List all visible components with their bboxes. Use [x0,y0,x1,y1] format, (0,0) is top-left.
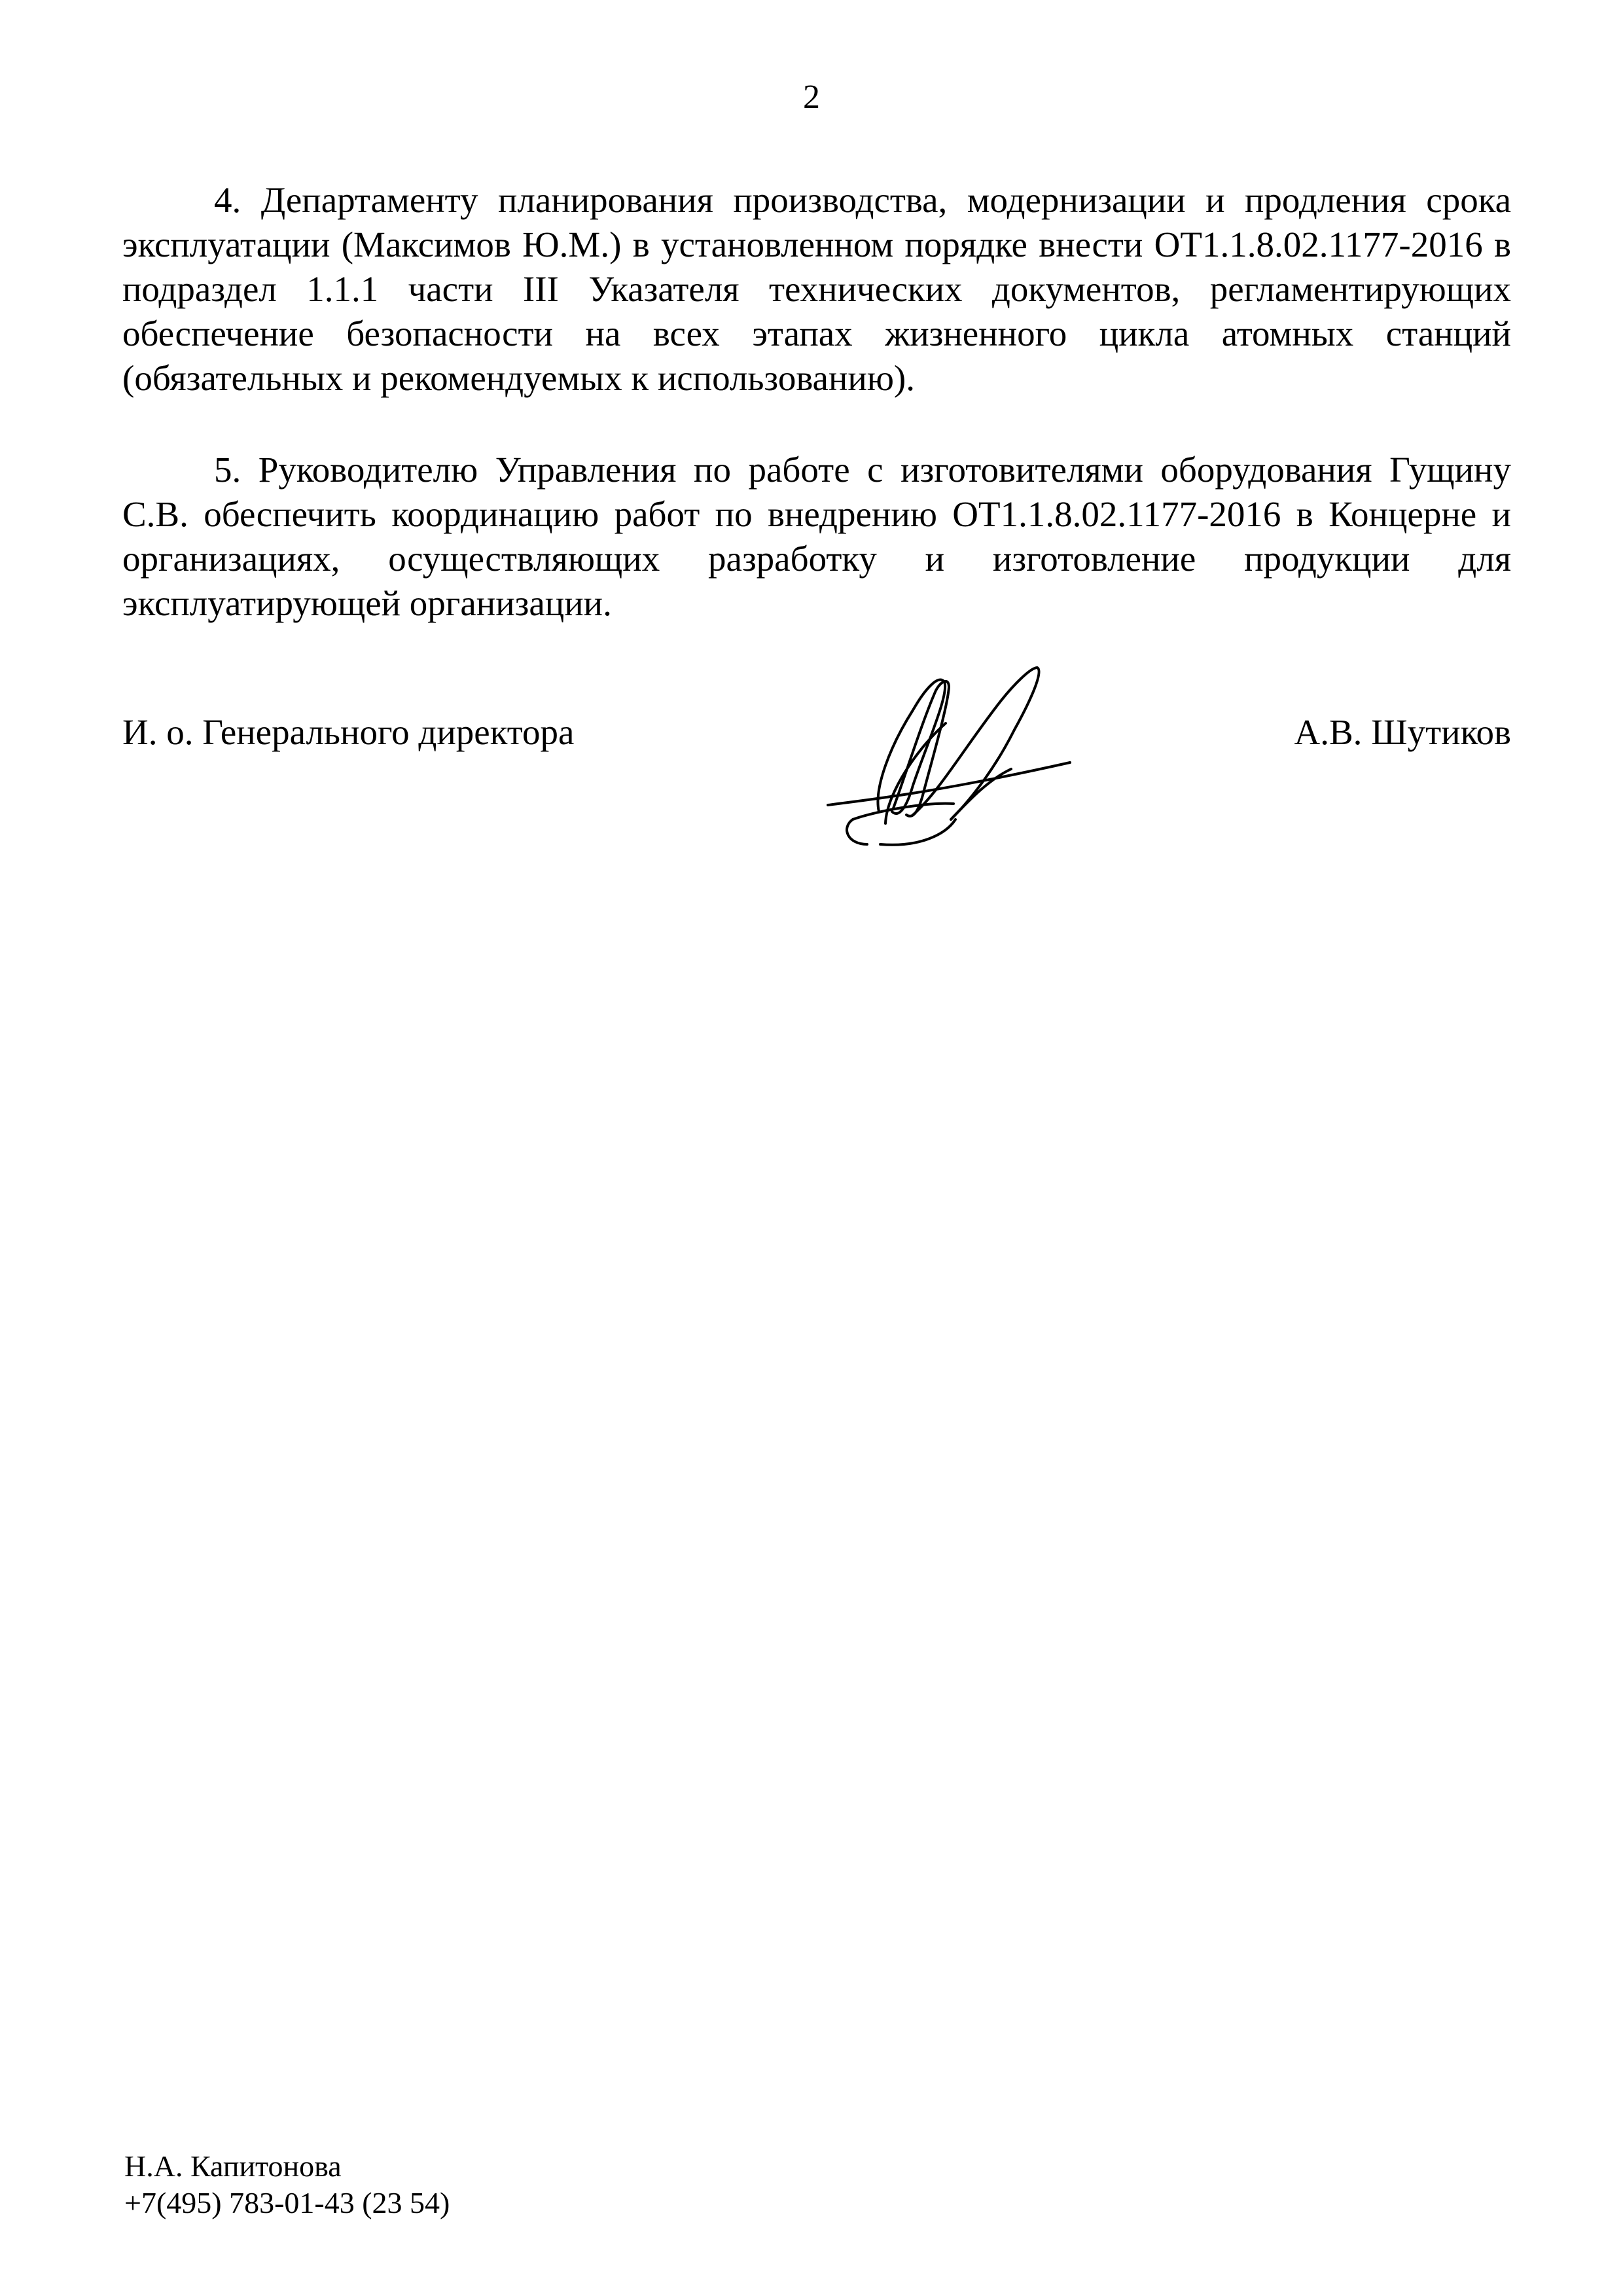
paragraph-item-4: 4. Департаменту планирования производства, модернизации и продления срока эксплуатации (Максимов Ю.М.) в установленном порядке внести ОТ1.1.8.02.1177-2016 в подраздел 1.1.1 части III Указателя технических документов, регламентирующих обеспечение безопасности на всех этапах жизненного цикла атомных станций (обязательных и рекомендуемых к использованию). [122,180,1511,398]
executor-name: Н.А. Капитонова [124,2149,342,2183]
page-number: 2 [803,79,820,116]
handwritten-signature [815,648,1077,864]
signatory-title: И. о. Генерального директора [122,712,575,752]
paragraph-item-5: 5. Руководителю Управления по работе с изготовителями оборудования Гущину С.В. обеспечить координацию работ по внедрению ОТ1.1.8.02.1177-2016 в Концерне и организациях, осуществляющих разработку и изготовление продукции для эксплуатирующей организации. [122,450,1511,623]
executor-phone: +7(495) 783-01-43 (23 54) [124,2186,450,2219]
executor-block [124,2148,450,2221]
signatory-name: А.В. Шутиков [1294,712,1511,752]
